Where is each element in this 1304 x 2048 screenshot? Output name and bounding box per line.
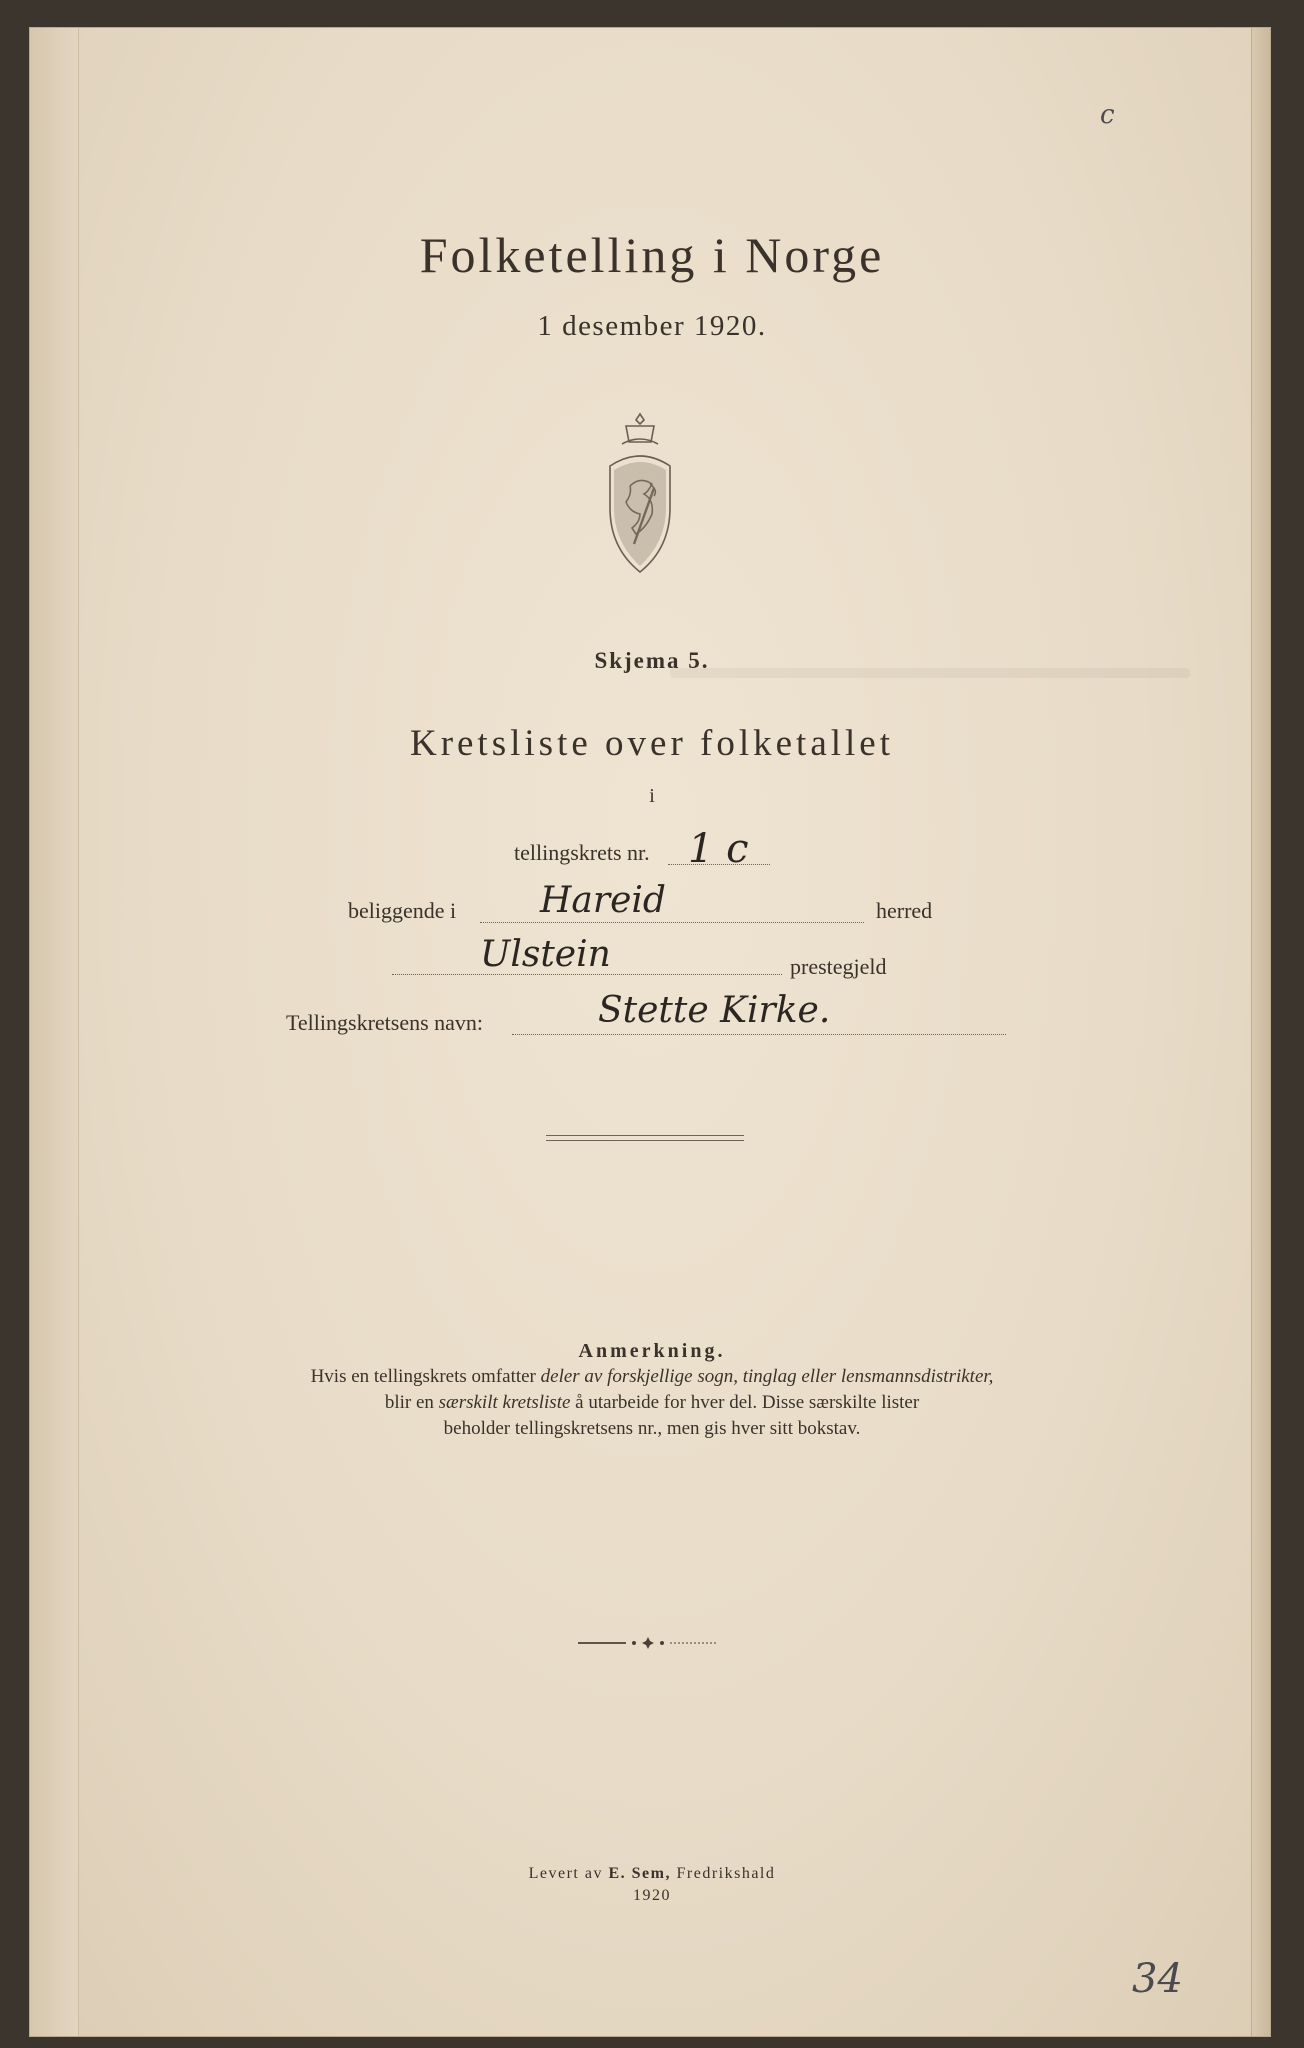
parish-handwritten: Ulstein: [480, 934, 611, 975]
district-number-handwritten: 1 c: [688, 826, 749, 872]
remark-line-1: Hvis en tellingskrets omfatter deler av forskjellige sogn, tinglag eller lensmannsdistrikter,: [310, 1366, 994, 1387]
parish-suffix: prestegjeld: [790, 954, 887, 979]
double-rule-bottom: [546, 1140, 744, 1141]
print-year: 1920: [633, 1887, 671, 1904]
remark-line-2: blir en særskilt kretsliste å utarbeide for hver del. Disse særskilte lister: [384, 1392, 920, 1413]
form-subtitle: Kretsliste over folketallet: [409, 723, 895, 764]
district-name-handwritten: Stette Kirke.: [598, 990, 831, 1031]
municipality-handwritten: Hareid: [540, 880, 666, 921]
district-name-label: Tellingskretsens navn:: [286, 1010, 484, 1035]
located-in-line: [480, 922, 864, 923]
located-in-label: beliggende i: [348, 898, 457, 923]
remark-line-3: beholder tellingskretsens nr., men gis hver sitt bokstav.: [443, 1418, 861, 1439]
connector-word: i: [649, 785, 655, 807]
ornament-divider-icon: [576, 1636, 720, 1650]
district-number-label: tellingskrets nr.: [514, 840, 650, 865]
remark-heading: Anmerkning.: [578, 1340, 726, 1362]
double-rule-top: [546, 1135, 744, 1136]
norwegian-coat-of-arms-icon: [596, 408, 684, 584]
municipality-suffix: herred: [876, 898, 933, 923]
schema-number: Skjema 5.: [594, 648, 710, 673]
pencil-page-number: 34: [1132, 1956, 1183, 2002]
document-title: Folketelling i Norge: [419, 227, 885, 283]
printer-line: Levert av E. Sem, Fredrikshald: [528, 1865, 776, 1882]
district-name-line: [512, 1034, 1006, 1035]
census-date: 1 desember 1920.: [537, 310, 767, 342]
pencil-mark-top: c: [1100, 100, 1115, 130]
